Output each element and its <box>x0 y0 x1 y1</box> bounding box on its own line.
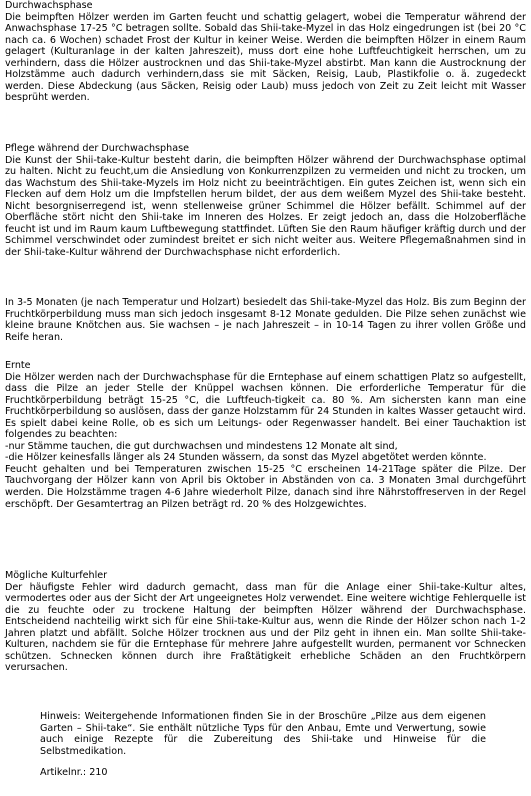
list-item: -nur Stämme tauchen, die gut durchwachsen und mindestens 12 Monate alt sind, <box>5 440 398 452</box>
section-paragraph: In 3-5 Monaten (je nach Temperatur und Holzart) besiedelt das Shii-take-Myzel das Holz. Bis zum Beginn der Fruchtkörperbildung muss man sich jedoch insgesamt 8-12 Monate gedulden. Die Pilze sehen zunächst wie kleine braune Knötchen aus. Sie wachsen – je nach Jahreszeit – in 10-14 Tagen zu ihrer vollen Größe und Reife heran. <box>5 297 526 343</box>
list-item: -die Hölzer keinesfalls länger als 24 Stunden wässern, da sonst das Myzel abgetötet werden könnte. <box>5 452 487 464</box>
section-durchwachsphase <box>5 0 526 104</box>
section-pflege-continued <box>5 297 526 343</box>
hint-box <box>40 711 486 757</box>
section-paragraph: Feucht gehalten und bei Temperaturen zwischen 15-25 °C erscheinen 14-21Tage später die Pilze. Der Tauchvorgang der Hölzer kann von April bis Oktober in Abständen von ca. 3 Monaten 3mal durchgeführt werden. Die Holzstämme tragen 4-6 Jahre wiederholt Pilze, danach sind ihre Nährstoffreserven in der Regel erschöpft. Der Gesamtertrag an Pilzen beträgt rd. 20 % des Holzgewichtes. <box>5 463 526 510</box>
section-kulturfehler <box>5 570 526 674</box>
hint-text: Hinweis: Weitergehende Informationen finden Sie in der Broschüre „Pilze aus dem eigenen Garten – Shii-take“. Sie enthält nützliche Typs für den Anbau, Emte und Verwertung, sowie auch einige Rezepte für die Zubereitung des Shii-take und Hinweise für die Selbstmedikation. <box>40 711 486 757</box>
section-paragraph: Die Kunst der Shii-take-Kultur besteht darin, die beimpften Hölzer während der Durchwachsphase optimal zu halten. Nicht zu feucht,um die Ansiedlung von Konkurrenzpilzen zu vermeiden und nicht zu trocken, um das Wachstum des Shii-take-Myzels im Holz nicht zu beeinträchtigen. Ein gutes Zeichen ist, wenn sich ein Flecken auf dem Holz um die Impfstellen herum bildet, der aus dem weißem Myzel des Shii-take besteht. Nicht besorgniserregend ist, wenn stellenweise grüner Schimmel die Hölzer befällt. Schimmel auf der Oberfläche stört nicht den Shii-take im Inneren des Holzes. Er zeigt jedoch an, dass die Holzoberfläche feucht ist und im Raum kaum Luftbewegung stattfindet. Lüften Sie den Raum häufiger kräftig durch und der Schimmel verschwindet oder zumindest breitet er sich nicht weiter aus. Weitere Pflegemaßnahmen sind in der Shii-take-Kultur während der Durchwachsphase nicht erforderlich. <box>5 154 526 258</box>
section-paragraph: Die beimpften Hölzer werden im Garten feucht und schattig gelagert, wobei die Temperatur während der Anwachsphase 17-25 °C betragen sollte. Sobald das Shii-take-Myzel in das Holz eingedrungen ist (bei 20 °C nach ca. 6 Wochen) schadet Frost der Kultur in keiner Weise. Werden die beimpften Hölzer in einem Raum gelagert (Kulturanlage in der kalten Jahreszeit), muss dort eine hohe Luftfeuchtigkeit herrschen, um zu verhindern, dass die Hölzer austrocknen und das Shii-take-Myzel abstirbt. Man kann die Austrocknung der Holzstämme auch dadurch verhindern,dass sie mit Säcken, Reisig, Laub, Plastikfolie o. ä. zugedeckt werden. Diese Abdeckung (aus Säcken, Reisig oder Laub) muss jedoch von Zeit zu Zeit leicht mit Wasser besprüht werden. <box>5 11 526 104</box>
section-heading: Pflege während der Durchwachsphase <box>5 143 190 154</box>
section-heading: Mögliche Kulturfehler <box>5 570 108 581</box>
section-heading: Durchwachsphase <box>5 0 93 11</box>
section-paragraph: Der häufigste Fehler wird dadurch gemacht, dass man für die Anlage einer Shii-take-Kultur altes, vermodertes oder aus der Sicht der Art ungeeignetes Holz verwendet. Eine weitere wichtige Fehlerquelle ist die zu feuchte oder zu trockene Haltung der beimpften Hölzer während der Durchwachsphase. Entscheidend nachteilig wirkt sich für eine Shii-take-Kultur aus, wenn die Rinde der Hölzer schon nach 1-2 Jahren platzt und abfällt. Solche Hölzer trocknen aus und der Pilz geht in ihnen ein. Man sollte Shii-take-Kulturen, nachdem sie für die Erntephase für mehrere Jahre aufgestellt wurden, permanent vor Schnecken schützen. Schnecken können durch ihre Fraßtätigkeit erhebliche Schäden an den Fruchtkörpern verursachen. <box>5 581 526 674</box>
section-pflege <box>5 143 526 258</box>
section-heading: Ernte <box>5 360 31 371</box>
section-paragraph: Die Hölzer werden nach der Durchwachsphase für die Erntephase auf einem schattigen Platz so aufgestellt, dass die Pilze an jeder Stelle der Knüppel wachsen können. Die erforderliche Temperatur für die Fruchtkörperbildung beträgt 15-25 °C, die Luftfeuch-tigkeit ca. 80 %. Am sichersten kann man eine Fruchtkörperbildung so auslösen, dass der ganze Holzstamm für 24 Stunden in kaltes Wasser getaucht wird. Es spielt dabei keine Rolle, ob es sich um Leitungs- oder Regenwasser handelt. Bei einer Tauchaktion ist folgendes zu beachten: <box>5 371 526 441</box>
section-ernte <box>5 360 526 510</box>
article-number: Artikelnr.: 210 <box>40 767 108 778</box>
